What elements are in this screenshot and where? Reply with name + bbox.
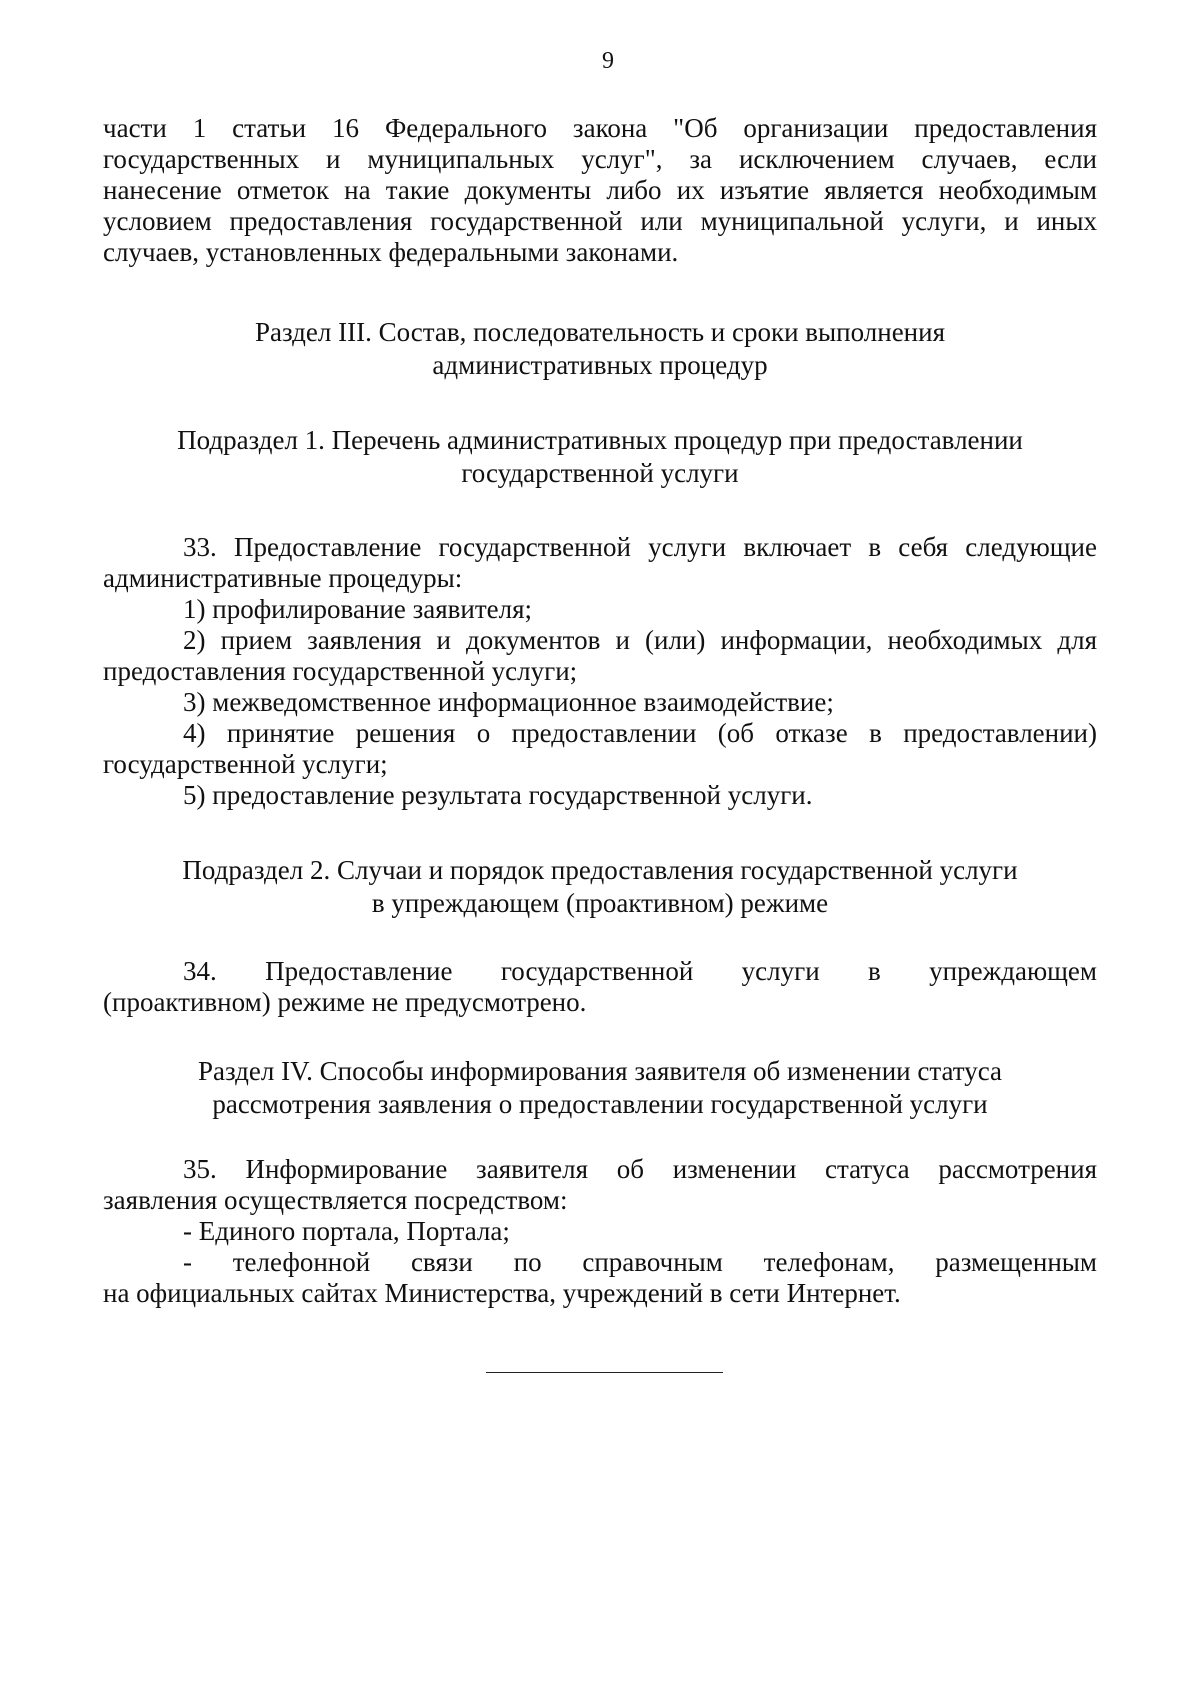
intro-line-1: части 1 статьи 16 Федерального закона "Об организации предоставления xyxy=(103,113,1097,143)
subsection-2-heading xyxy=(103,854,1097,920)
intro-line-4: условием предоставления государственной или муниципальной услуги, и иных xyxy=(103,206,1097,236)
item-33-procedure-2-line-2: предоставления государственной услуги; xyxy=(103,656,578,686)
item-35-line-1: 35. Информирование заявителя об изменении статуса рассмотрения xyxy=(183,1154,1097,1184)
item-35-bullet-1: - Единого портала, Портала; xyxy=(183,1216,510,1246)
item-35-bullet-2-line-1: - телефонной связи по справочным телефонам, размещенным xyxy=(183,1247,1097,1277)
section-4-heading-line-1: Раздел IV. Способы информирования заявителя об изменении статуса xyxy=(198,1056,1002,1086)
subsection-1-heading xyxy=(103,424,1097,490)
intro-line-2: государственных и муниципальных услуг", за исключением случаев, если xyxy=(103,144,1097,174)
subsection-2-heading-line-2: в упреждающем (проактивном) режиме xyxy=(371,888,829,918)
item-33-procedure-5: 5) предоставление результата государственной услуги. xyxy=(183,780,813,810)
item-35-line-2: заявления осуществляется посредством: xyxy=(103,1185,568,1215)
section-3-heading xyxy=(103,316,1097,382)
item-33 xyxy=(103,532,1097,811)
page-number: 9 xyxy=(602,48,614,74)
section-3-heading-line-2: административных процедур xyxy=(432,350,768,380)
item-33-procedure-3: 3) межведомственное информационное взаимодействие; xyxy=(183,687,834,717)
subsection-2-heading-line-1: Подраздел 2. Случаи и порядок предоставления государственной услуги xyxy=(182,855,1018,885)
end-of-text-rule xyxy=(486,1372,723,1373)
item-33-procedure-1: 1) профилирование заявителя; xyxy=(183,594,533,624)
intro-paragraph xyxy=(103,113,1097,268)
item-33-line-2: административные процедуры: xyxy=(103,563,463,593)
item-34 xyxy=(103,956,1097,1018)
item-34-line-2: (проактивном) режиме не предусмотрено. xyxy=(103,987,587,1017)
subsection-1-heading-line-1: Подраздел 1. Перечень административных процедур при предоставлении xyxy=(177,425,1023,455)
item-35 xyxy=(103,1154,1097,1309)
section-3-heading-line-1: Раздел III. Состав, последовательность и сроки выполнения xyxy=(255,317,945,347)
item-33-procedure-4-line-2: государственной услуги; xyxy=(103,749,388,779)
intro-line-5: случаев, установленных федеральными законами. xyxy=(103,237,679,267)
subsection-1-heading-line-2: государственной услуги xyxy=(461,458,739,488)
section-4-heading xyxy=(103,1055,1097,1121)
intro-line-3: нанесение отметок на такие документы либо их изъятие является необходимым xyxy=(103,175,1097,205)
item-34-line-1: 34. Предоставление государственной услуги в упреждающем xyxy=(183,956,1097,986)
item-33-procedure-2-line-1: 2) прием заявления и документов и (или) информации, необходимых для xyxy=(183,625,1097,655)
item-33-line-1: 33. Предоставление государственной услуги включает в себя следующие xyxy=(183,532,1097,562)
item-35-bullet-2-line-2: на официальных сайтах Министерства, учреждений в сети Интернет. xyxy=(103,1278,901,1308)
item-33-procedure-4-line-1: 4) принятие решения о предоставлении (об отказе в предоставлении) xyxy=(183,718,1097,748)
section-4-heading-line-2: рассмотрения заявления о предоставлении государственной услуги xyxy=(212,1089,988,1119)
